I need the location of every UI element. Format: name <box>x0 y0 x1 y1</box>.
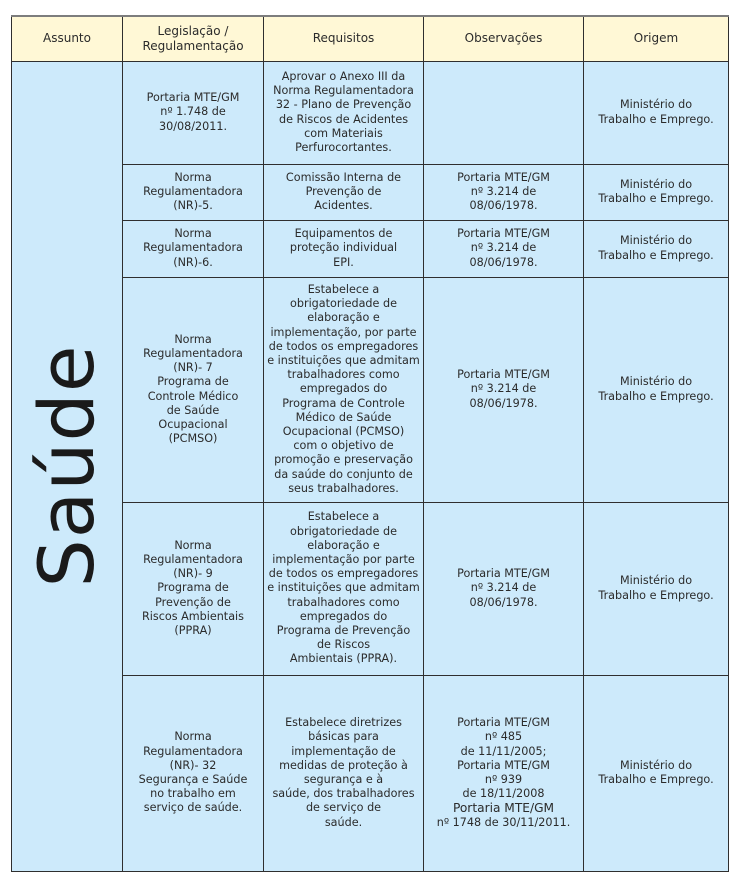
cell-observacoes: Portaria MTE/GM nº 3.214 de 08/06/1978. <box>424 220 584 277</box>
observacoes-extra-title: Portaria MTE/GM <box>452 801 555 816</box>
cell-requisitos: Equipamentos de proteção individual EPI. <box>264 220 424 277</box>
cell-observacoes: Portaria MTE/GM nº 3.214 de 08/06/1978. <box>424 502 584 675</box>
subject-label: Saúde <box>22 344 111 588</box>
header-origem: Origem <box>584 16 729 61</box>
cell-legislacao: Portaria MTE/GM nº 1.748 de 30/08/2011. <box>123 61 264 164</box>
cell-requisitos: Estabelece a obrigatoriedade de elaboração e implementação, por parte de todos os empregadores e instituições que admitam trabalhadores como empregados do Programa de Controle Médico de Saúde Ocupacional (PCMSO) com o objetivo de promoção e preservação da saúde do conjunto de seus trabalhadores. <box>264 277 424 502</box>
cell-legislacao: Norma Regulamentadora (NR)-6. <box>123 220 264 277</box>
regulations-table <box>11 15 729 872</box>
cell-observacoes: Portaria MTE/GM nº 3.214 de 08/06/1978. <box>424 277 584 502</box>
header-assunto: Assunto <box>12 16 123 61</box>
cell-origem: Ministério do Trabalho e Emprego. <box>584 675 729 871</box>
table-row <box>12 61 729 164</box>
cell-legislacao: Norma Regulamentadora (NR)- 7 Programa de Controle Médico de Saúde Ocupacional (PCMSO) <box>123 277 264 502</box>
header-observacoes: Observações <box>424 16 584 61</box>
cell-requisitos: Aprovar o Anexo III da Norma Regulamentadora 32 - Plano de Prevenção de Riscos de Acidentes com Materiais Perfurocortantes. <box>264 61 424 164</box>
observacoes-extra: nº 1748 de 30/11/2011. <box>436 815 571 829</box>
cell-requisitos: Estabelece a obrigatoriedade de elaboração e implementação por parte de todos os empregadores e instituições que admitam trabalhadores como empregados do Programa de Prevenção de Riscos Ambientais (PPRA). <box>264 502 424 675</box>
header-legislacao: Legislação / Regulamentação <box>123 16 264 61</box>
cell-origem: Ministério do Trabalho e Emprego. <box>584 502 729 675</box>
cell-observacoes: Portaria MTE/GM nº 3.214 de 08/06/1978. <box>424 164 584 220</box>
cell-origem: Ministério do Trabalho e Emprego. <box>584 277 729 502</box>
cell-origem: Ministério do Trabalho e Emprego. <box>584 61 729 164</box>
subject-cell <box>12 61 123 871</box>
cell-legislacao: Norma Regulamentadora (NR)-5. <box>123 164 264 220</box>
cell-origem: Ministério do Trabalho e Emprego. <box>584 220 729 277</box>
header-requisitos: Requisitos <box>264 16 424 61</box>
cell-observacoes <box>424 61 584 164</box>
cell-requisitos: Comissão Interna de Prevenção de Acidentes. <box>264 164 424 220</box>
cell-legislacao: Norma Regulamentadora (NR)- 9 Programa de Prevenção de Riscos Ambientais (PPRA) <box>123 502 264 675</box>
cell-requisitos: Estabelece diretrizes básicas para implementação de medidas de proteção à segurança e à saúde, dos trabalhadores de serviço de saúde. <box>264 675 424 871</box>
header-row <box>12 16 729 61</box>
cell-legislacao: Norma Regulamentadora (NR)- 32 Segurança e Saúde no trabalho em serviço de saúde. <box>123 675 264 871</box>
cell-origem: Ministério do Trabalho e Emprego. <box>584 164 729 220</box>
cell-observacoes: Portaria MTE/GM nº 485 de 11/11/2005; Portaria MTE/GM nº 939 de 18/11/2008 Portaria MTE/GM nº 1748 de 30/11/2011. <box>424 675 584 871</box>
